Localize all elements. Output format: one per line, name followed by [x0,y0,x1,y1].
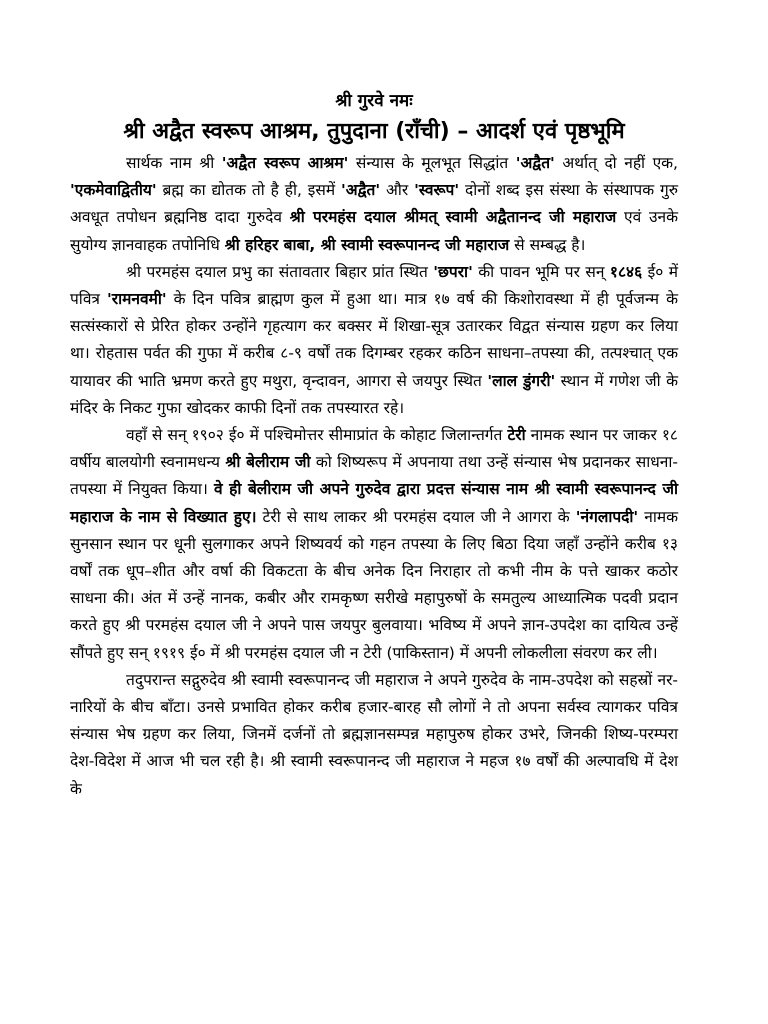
bold-text-run: 'अद्वैत' [341,181,381,200]
body-paragraph [70,150,678,259]
text-run: अर्थात् दो नहीं एक, [554,154,678,172]
bold-text-run: 'एकमेवाद्वितीय' [70,181,157,200]
bold-text-run: १८४६ [609,262,643,281]
text-run: तदुपरान्त सद्गुरुदेव श्री स्वामी स्वरूपानन्द जी महाराज ने अपने गुरुदेव के नाम-उपदेश को सहस्रों नर-नारियों के बीच बाँटा। उनसे प्रभावित होकर करीब हजार-बारह सौ लोगों ने तो अपना सर्वस्व त्यागकर पवित्र संन्यास भेष ग्रहण कर लिया, जिनमें दर्जनों तो ब्रह्मज्ञानसम्पन्न महापुरुष होकर उभरे, जिनकी शिष्य-परम्परा देश-विदेश में आज भी चल रही है। श्री स्वामी स्वरूपानन्द जी महाराज ने महज १७ वर्षों की अल्पावधि में देश के [70,670,678,798]
text-run: और [380,181,415,200]
body-paragraph [70,422,678,667]
body-text [70,150,678,803]
bold-text-run: 'अद्वैत स्वरूप आश्रम' [221,154,349,172]
text-run: को शिष्यरूप में अपनाया तथा उन्हें संन्यास भेष प्रदानकर साधना-तपस्या में नियुक्त किया। [70,453,678,499]
text-run: एवं उनके सुयोग्य ज्ञानवाहक तपोनिधि [70,208,678,254]
bold-text-run: 'छपरा' [433,262,473,281]
text-run: से सम्बद्ध है। [509,235,586,254]
text-run: वहाँ से सन् १९०२ ई० में पश्चिमोत्तर सीमाप्रांत के कोहाट जिलान्तर्गत [126,426,508,445]
bold-text-run: 'लाल डुंगरी' [487,371,556,390]
body-paragraph [70,259,678,422]
text-run: सार्थक नाम श्री [126,154,222,172]
bold-text-run: 'नंगलापदी' [575,507,639,526]
text-run: नामक सुनसान स्थान पर धूनी सुलगाकर अपने शिष्यवर्य को गहन तपस्या के लिए बिठा दिया जहाँ उन्होंने करीब १३ वर्षों तक धूप–शीत और वर्षा की विकटता के बीच अनेक दिन निराहार तो कभी नीम के पत्ते खाकर कठोर साधना की। अंत में उन्हें नानक, कबीर और रामकृष्ण सरीखे महापुरुषों के समतुल्य आध्यात्मिक पदवी प्रदान करते हुए श्री परमहंस दयाल जी ने अपने पास जयपुर बुलवाया। भविष्य में अपने ज्ञान-उपदेश का दायित्व उन्हें सौंपते हुए सन् १९१९ ई० में श्री परमहंस दयाल जी न टेरी (पाकिस्तान) में अपनी लोकलीला संवरण कर ली। [70,507,679,662]
document-page [70,88,678,803]
bold-text-run: श्री बेलीराम जी [225,453,311,472]
bold-text-run: 'रामनवमी' [107,290,167,309]
body-paragraph [70,667,678,803]
text-run: स्थान में गणेश जी के मंदिर के निकट गुफा खोदकर काफी दिनों तक तपस्यारत रहे। [70,371,678,417]
text-run: ई० में पवित्र [70,262,679,309]
text-run: ब्रह्म का द्योतक तो है ही, इसमें [156,181,342,200]
bold-text-run: वे ही बेलीराम जी अपने गुरुदेव द्वारा प्रदत्त संन्यास नाम श्री स्वामी स्वरूपानन्द जी महाराज के नाम से विख्यात हुए। [70,480,678,526]
text-run: श्री परमहंस दयाल प्रभु का संतावतार बिहार प्रांत स्थित [126,262,434,281]
bold-text-run: 'स्वरूप' [414,181,460,200]
bold-text-run: 'अद्वैत' [515,154,555,172]
bold-text-run: श्री परमहंस दयाल श्रीमत् स्वामी अद्वैतानन्द जी महाराज [289,208,617,227]
text-run: टेरी से साथ लाकर श्री परमहंस दयाल जी ने आगरा के [256,507,576,526]
invocation-heading: श्री गुरवे नमः [335,91,413,111]
text-run: दोनों शब्द इस संस्था के संस्थापक गुरु अवधूत तपोधन ब्रह्मनिष्ठ दादा गुरुदेव [70,181,678,227]
bold-text-run: टेरी [507,426,526,445]
text-run: संन्यास के मूलभूत सिद्धांत [348,154,516,172]
text-run: की पावन भूमि पर सन् [472,262,610,281]
text-run: नामक स्थान पर जाकर १८ वर्षीय बालयोगी स्वनामधन्य [70,426,678,472]
text-run: के दिन पवित्र ब्राह्मण कुल में हुआ था। मात्र १७ वर्ष की किशोरावस्था में ही पूर्वजन्म के सत्संस्कारों से प्रेरित होकर उन्होंने गृहत्याग कर बक्सर में शिखा-सूत्र उतारकर विद्वत संन्यास ग्रहण कर लिया था। रोहतास पर्वत की गुफा में करीब ८-९ वर्षों तक दिगम्बर रहकर कठिन साधना–तपस्या की, तत्पश्चात् एक यायावर की भाति भ्रमण करते हुए मथुरा, वृन्दावन, आगरा से जयपुर स्थित [70,290,678,390]
bold-text-run: श्री हरिहर बाबा, श्री स्वामी स्वरूपानन्द जी महाराज [224,235,510,254]
page-title: श्री अद्वैत स्वरूप आश्रम, तुपुदाना (राँची) – आदर्श एवं पृष्ठभूमि [123,119,625,144]
